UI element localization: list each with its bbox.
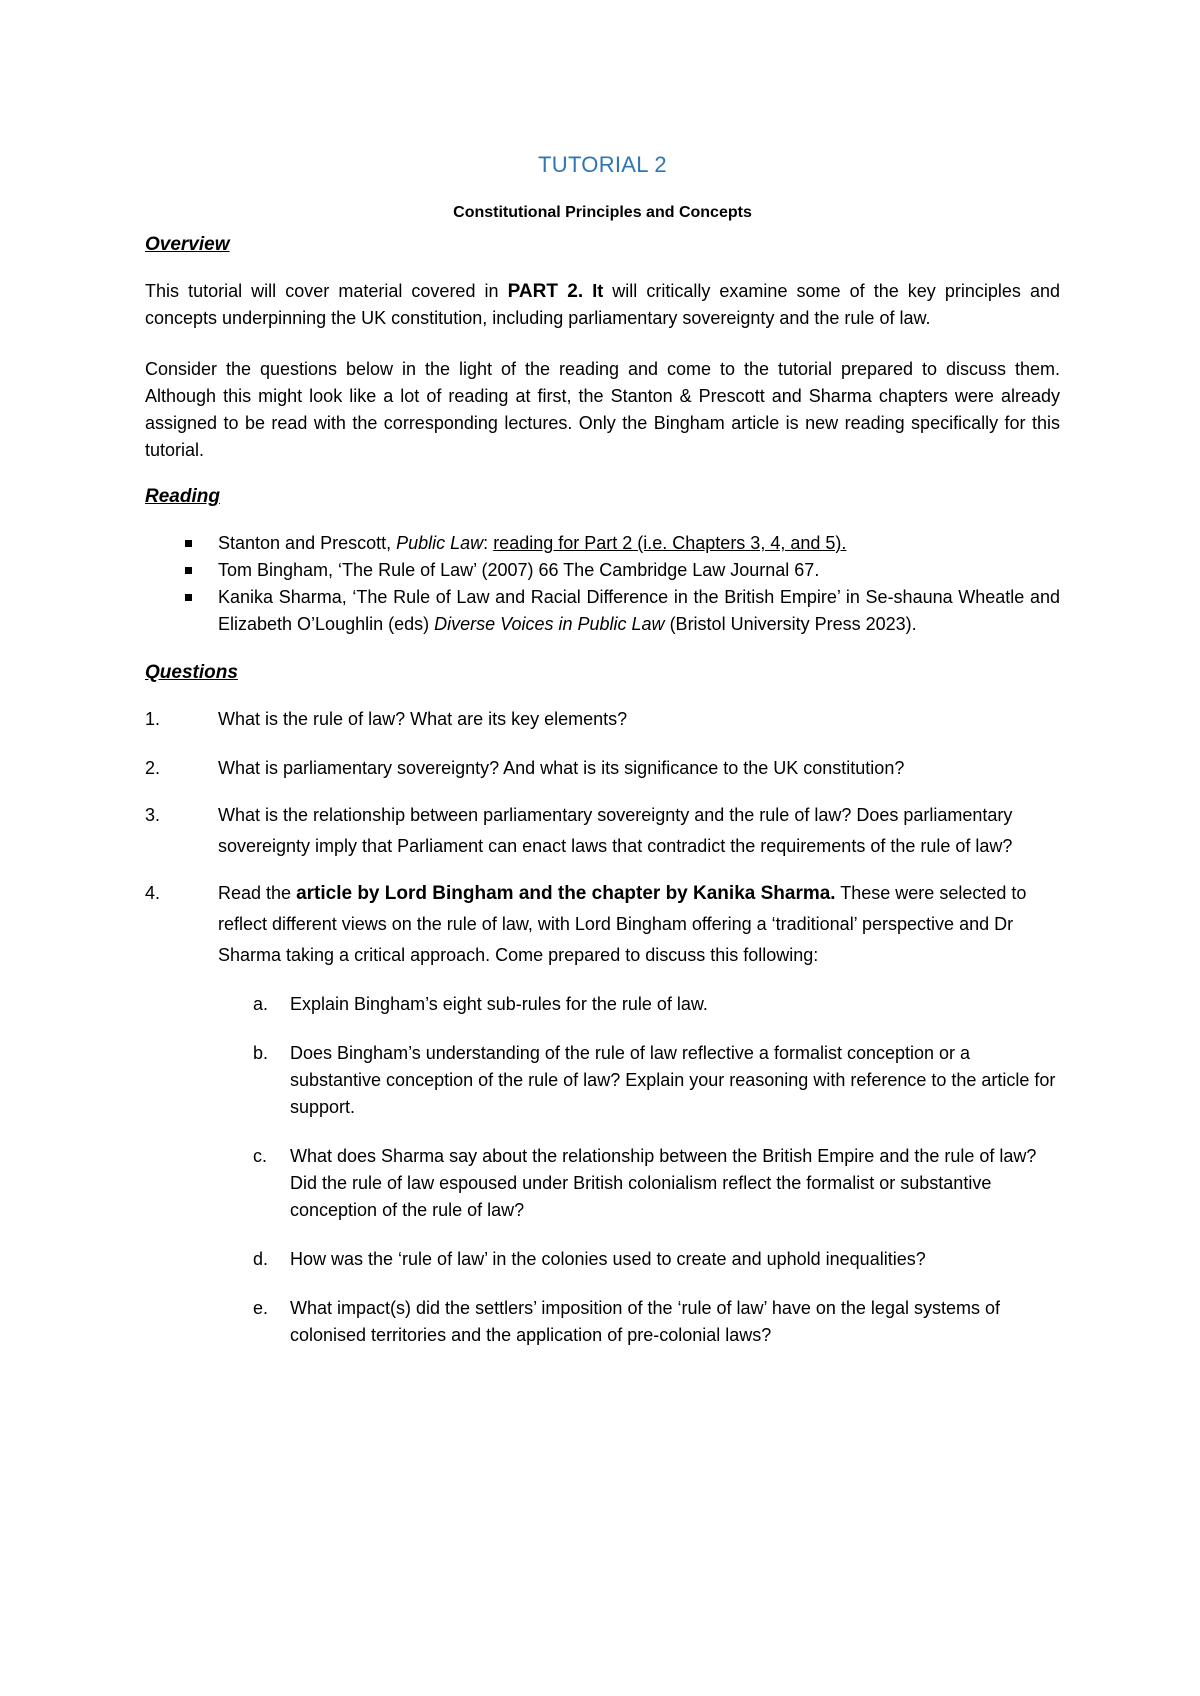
reading-book-title: Public Law — [396, 533, 484, 553]
question-text: What is the relationship between parliamentary sovereignty and the rule of law? Does parliamentary sovereignty imply that Parliament can enact laws that contradict the requirements of the rule of law? — [218, 805, 1013, 856]
question-text: Read the — [218, 883, 297, 903]
reading-list — [145, 530, 1060, 638]
questions-heading: Questions — [145, 662, 238, 683]
question-item — [145, 878, 1060, 971]
reading-text: (Bristol University Press 2023). — [664, 614, 917, 634]
sub-question-letter: a. — [253, 994, 269, 1014]
bullet-icon — [185, 594, 192, 601]
sub-question-text: Does Bingham’s understanding of the rule of law reflective a formalist conception or a substantive conception of the rule of law? Explain your reasoning with reference to the article for support. — [290, 1043, 1056, 1117]
sub-question-item — [145, 1143, 1060, 1224]
question-text: What is the rule of law? What are its key elements? — [218, 709, 628, 729]
sub-question-letter: c. — [253, 1146, 268, 1166]
question-item — [145, 753, 1060, 784]
page-subtitle: Constitutional Principles and Concepts — [453, 204, 752, 221]
document-page — [145, 140, 1060, 1349]
sub-question-text: How was the ‘rule of law’ in the colonies used to create and uphold inequalities? — [290, 1249, 926, 1269]
question-item — [145, 800, 1060, 862]
sub-question-letter: b. — [253, 1043, 269, 1063]
reading-chapters-link[interactable]: reading for Part 2 (i.e. Chapters 3, 4, and 5). — [493, 533, 847, 553]
reading-text: Kanika Sharma, ‘The Rule of Law and Racial Difference in the British Empire’ in Se-shauna Wheatle and Elizabeth O’Loughlin (eds) — [218, 587, 1060, 634]
sub-question-item — [145, 1295, 1060, 1349]
question-bold-text: article by Lord Bingham and the chapter by Kanika Sharma. — [296, 883, 836, 904]
overview-it-word: It — [583, 281, 604, 301]
question-item — [145, 704, 1060, 735]
reading-heading: Reading — [145, 486, 220, 507]
overview-text-a: This tutorial will cover material covered in — [145, 281, 508, 301]
reading-item-stanton — [145, 530, 1060, 557]
question-number: 1. — [145, 709, 161, 729]
overview-text-b: will critically examine some of the key principles and concepts underpinning the UK constitution, including parliamentary sovereignty and the rule of law. — [145, 281, 1061, 328]
question-number: 3. — [145, 805, 161, 825]
reading-item-bingham — [145, 557, 1060, 584]
sub-question-text: What impact(s) did the settlers’ imposition of the ‘rule of law’ have on the legal systems of colonised territories and the application of pre-colonial laws? — [290, 1298, 1000, 1345]
bullet-icon — [185, 567, 192, 574]
overview-part-label: PART 2. — [507, 281, 584, 302]
question-text: These were selected to reflect different views on the rule of law, with Lord Bingham offering a ‘traditional’ perspective and Dr Sharma taking a critical approach. Come prepared to discuss this following: — [218, 883, 1027, 965]
reading-text: : — [483, 533, 494, 553]
reading-book-title: Diverse Voices in Public Law — [434, 614, 665, 634]
sub-question-letter: e. — [253, 1298, 269, 1318]
sub-question-text: What does Sharma say about the relationship between the British Empire and the rule of law? Did the rule of law espoused under British colonialism reflect the formalist or substantive conception of the rule of law? — [290, 1146, 1037, 1220]
bullet-icon — [185, 540, 192, 547]
question-number: 4. — [145, 883, 161, 903]
overview-heading: Overview — [145, 234, 230, 255]
overview-paragraph-2: Consider the questions below in the light of the reading and come to the tutorial prepared to discuss them. Although this might look like a lot of reading at first, the Stanton & Prescott and Sharma chapters were already assigned to be read with the corresponding lectures. Only the Bingham article is new reading specifically for this tutorial. — [145, 359, 1060, 460]
sub-question-item — [145, 991, 1060, 1018]
sub-question-letter: d. — [253, 1249, 269, 1269]
question-text: What is parliamentary sovereignty? And what is its significance to the UK constitution? — [218, 758, 905, 778]
reading-item-sharma — [145, 584, 1060, 638]
sub-question-item — [145, 1040, 1060, 1121]
reading-text: Tom Bingham, ‘The Rule of Law’ (2007) 66 The Cambridge Law Journal 67. — [218, 560, 820, 580]
sub-question-item — [145, 1246, 1060, 1273]
reading-text: Stanton and Prescott, — [218, 533, 397, 553]
question-number: 2. — [145, 758, 161, 778]
page-title: TUTORIAL 2 — [538, 152, 667, 177]
overview-paragraph-1 — [145, 278, 1060, 332]
sub-question-text: Explain Bingham’s eight sub-rules for the rule of law. — [290, 994, 708, 1014]
